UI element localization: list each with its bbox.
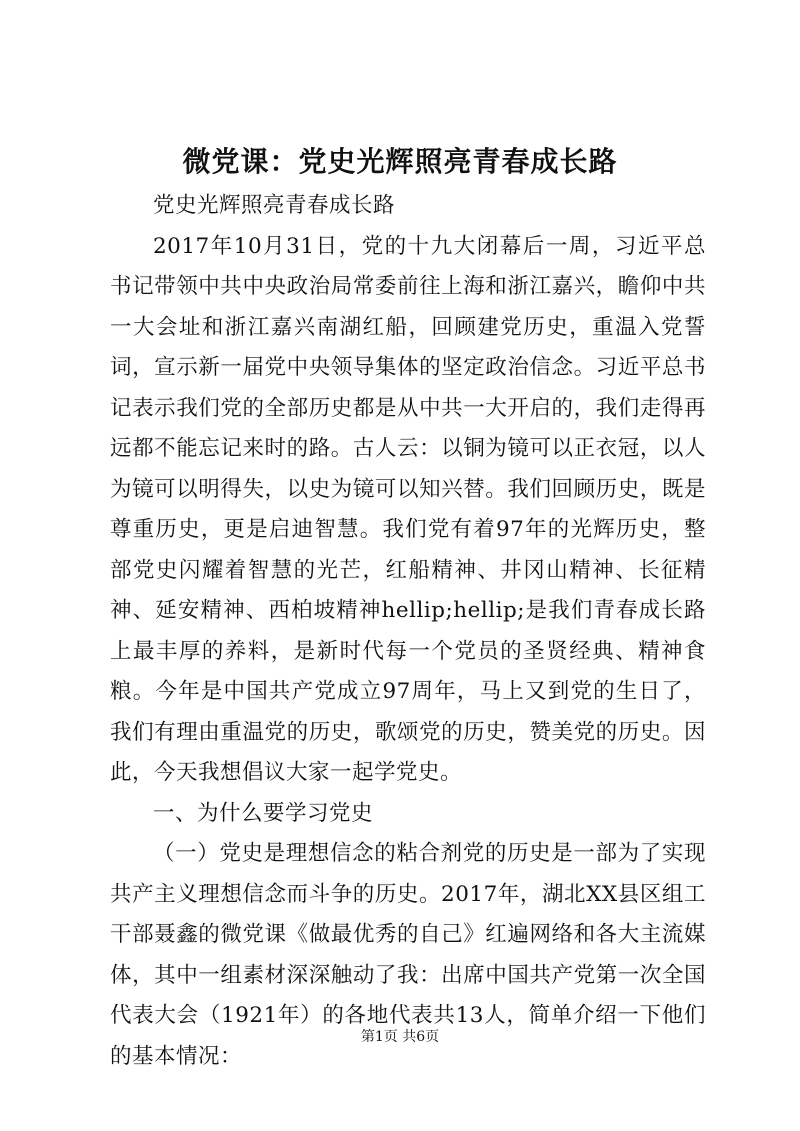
section-heading: 一、为什么要学习党史 [153, 800, 374, 826]
subsection-paragraph: （一）党史是理想信念的粘合剂党的历史是一部为了实现共产主义理想信念而斗争的历史。2017年，湖北XX县区组工干部聂鑫的微党课《做最优秀的自己》红遍网络和各大主流媒体，其中一组素材深深触动了我：出席中国共产党第一次全国代表大会（1921年）的各地代表共13人，简单介绍一下他们的基本情况： [110, 841, 706, 1069]
body-paragraph: 2017年10月31日，党的十九大闭幕后一周，习近平总书记带领中共中央政治局常委前往上海和浙江嘉兴，瞻仰中共一大会址和浙江嘉兴南湖红船，回顾建党历史，重温入党誓词，宣示新一届党中央领导集体的坚定政治信念。习近平总书记表示我们党的全部历史都是从中共一大开启的，我们走得再远都不能忘记来时的路。古人云：以铜为镜可以正衣冠，以人为镜可以明得失，以史为镜可以知兴替。我们回顾历史，既是尊重历史，更是启迪智慧。我们党有着97年的光辉历史，整部党史闪耀着智慧的光芒，红船精神、井冈山精神、长征精神、延安精神、西柏坡精神hellip;hellip;是我们青春成长路上最丰厚的养料，是新时代每一个党员的圣贤经典、精神食粮。今年是中国共产党成立97周年，马上又到党的生日了，我们有理由重温党的历史，歌颂党的历史，赞美党的历史。因此，今天我想倡议大家一起学党史。 [110, 233, 706, 785]
document-body [110, 186, 706, 1077]
document-title: 微党课：党史光辉照亮青春成长路 [182, 145, 618, 178]
page-footer: 第1页 共6页 [360, 1029, 440, 1045]
document-subtitle: 党史光辉照亮青春成长路 [153, 193, 396, 218]
